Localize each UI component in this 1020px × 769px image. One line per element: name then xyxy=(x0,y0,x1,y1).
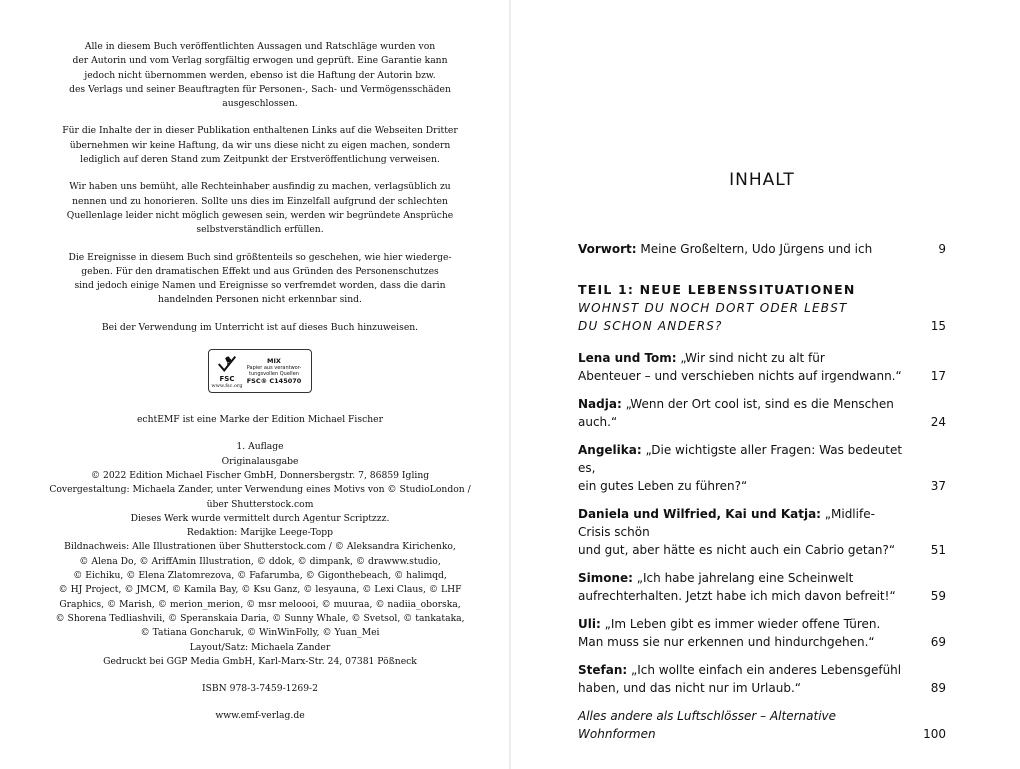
credit-line: Gedruckt bei GGP Media GmbH, Karl-Marx-Str. 24, 07381 Pößneck xyxy=(103,655,417,667)
toc-part-1[interactable] xyxy=(578,281,946,335)
publisher-website[interactable]: www.emf-verlag.de xyxy=(215,710,305,722)
toc-page-number: 37 xyxy=(930,479,946,493)
toc-page-number: 89 xyxy=(930,681,946,695)
toc-entry-text xyxy=(578,441,906,495)
toc-entry-title: „Wenn der Ort cool ist, sind es die Menschen auch.“ xyxy=(578,397,894,429)
toc-entry-title: „Ich wollte einfach ein anderes Lebensgefühl xyxy=(627,663,902,677)
text-line: übernehmen wir keine Haftung, da wir uns diese nicht zu eigen machen, sondern xyxy=(69,139,451,151)
credits-block xyxy=(40,440,480,669)
toc-entry-text xyxy=(578,661,906,697)
text-line: nennen und zu honorieren. Sollte uns dies im Einzelfall aufgrund der schlechten xyxy=(72,195,448,207)
toc-entry-text xyxy=(578,349,906,385)
text-line: ausgeschlossen. xyxy=(222,98,298,110)
text-line: jedoch nicht übernommen werden, ebenso ist die Haftung der Autorin bzw. xyxy=(84,69,436,81)
toc-entry-title-cont: ein gutes Leben zu führen?“ xyxy=(578,479,748,493)
toc-entry-vorwort[interactable] xyxy=(578,240,946,258)
fsc-mix: MIX xyxy=(267,357,281,366)
toc-entry-text xyxy=(578,505,906,559)
toc-entry-title-cont: Man muss sie nur erkennen und hindurchgehen.“ xyxy=(578,635,875,649)
text-line: Die Ereignisse in diesem Buch sind größtenteils so geschehen, wie hier wiederge- xyxy=(68,251,452,263)
toc-entry-title: „Ich habe jahrelang eine Scheinwelt xyxy=(632,571,854,585)
fsc-tree-checkmark-icon xyxy=(215,353,239,375)
fsc-code: FSC® C145070 xyxy=(246,377,302,386)
fsc-abbreviation: FSC xyxy=(219,375,235,384)
toc-entry-text xyxy=(578,395,906,431)
isbn: ISBN 978-3-7459-1269-2 xyxy=(201,683,319,695)
credit-line: Dieses Werk wurde vermittelt durch Agentur Scriptzzz. xyxy=(130,512,390,524)
toc-page-number: 59 xyxy=(930,589,946,603)
toc-page-number: 69 xyxy=(930,635,946,649)
fsc-text xyxy=(241,357,307,385)
toc-entry-name: Lena und Tom: xyxy=(578,351,677,365)
fsc-line-2: tungsvollen Quellen xyxy=(249,371,299,378)
credit-line: © Alena Do, © AriffAmin Illustration, © ddok, © dimpank, © drawww.studio, xyxy=(79,555,441,567)
credit-line: © HJ Project, © JMCM, © Kamila Bay, © Ksu Ganz, © lesyauna, © Lexi Claus, © LHF xyxy=(58,584,462,596)
text-line: handelnden Personen nicht erkennbar sind. xyxy=(158,294,362,306)
toc-entry[interactable] xyxy=(578,349,946,385)
fsc-line-1: Papier aus verantwor- xyxy=(246,365,302,372)
toc-part-text xyxy=(578,281,906,335)
text-line: der Autorin und vom Verlag sorgfältig erwogen und geprüft. Eine Garantie kann xyxy=(72,55,448,67)
toc-page-number: 17 xyxy=(930,369,946,383)
disclaimer-events xyxy=(40,251,480,308)
toc-entry-name: Simone: xyxy=(578,571,633,585)
credit-line: © Tatiana Goncharuk, © WinWinFolly, © Yuan_Mei xyxy=(140,627,380,639)
toc-entry[interactable] xyxy=(578,569,946,605)
fsc-url: www.fsc.org xyxy=(211,383,243,390)
credit-line: © 2022 Edition Michael Fischer GmbH, Donnersbergstr. 7, 86859 Igling xyxy=(90,469,430,481)
fsc-logo xyxy=(213,353,241,389)
credit-line: Redaktion: Marijke Leege-Topp xyxy=(186,527,334,539)
page-gutter xyxy=(509,0,511,769)
toc-entry-text xyxy=(578,240,906,258)
toc-entry-title: „Wir sind nicht zu alt für xyxy=(676,351,825,365)
text-line: Für die Inhalte der in dieser Publikation enthaltenen Links auf die Webseiten Dritter xyxy=(62,125,458,137)
toc-page-number: 15 xyxy=(930,319,946,333)
credit-line: 1. Auflage xyxy=(236,441,284,453)
toc-entry-closing[interactable] xyxy=(578,707,946,743)
toc-title: INHALT xyxy=(729,170,795,190)
credit-line: Layout/Satz: Michaela Zander xyxy=(189,641,331,653)
credit-line: Covergestaltung: Michaela Zander, unter Verwendung eines Motivs von © StudioLondon / xyxy=(49,484,471,496)
toc-entry[interactable] xyxy=(578,395,946,431)
brand-line: echtEMF ist eine Marke der Edition Michael Fischer xyxy=(137,414,383,426)
toc-entry-title: „Die wichtigste aller Fragen: Was bedeutet es, xyxy=(578,443,903,475)
toc-entry-text xyxy=(578,569,906,605)
toc-entry-name: Angelika: xyxy=(578,443,642,457)
disclaimer-links xyxy=(40,124,480,167)
toc-page xyxy=(578,170,946,743)
imprint-page xyxy=(40,40,480,740)
disclaimer-liability xyxy=(40,40,480,111)
toc-entry-name: Uli: xyxy=(578,617,601,631)
toc-page-number: 9 xyxy=(938,242,946,256)
text-line: des Verlags und seiner Beauftragten für Personen-, Sach- und Vermögensschäden xyxy=(69,83,451,95)
part-label: TEIL 1: NEUE LEBENSSITUATIONEN xyxy=(578,282,856,297)
toc-page-number: 100 xyxy=(923,727,946,741)
toc-entry-name: Daniela und Wilfried, Kai und Katja: xyxy=(578,507,821,521)
toc-entry-title: Meine Großeltern, Udo Jürgens und ich xyxy=(636,242,873,256)
text-line: lediglich auf deren Stand zum Zeitpunkt der Erstveröffentlichung verweisen. xyxy=(80,154,440,166)
text-line: selbstverständlich erfüllen. xyxy=(196,224,324,236)
disclaimer-rights xyxy=(40,180,480,237)
credit-line: © Eichiku, © Elena Zlatomrezova, © Fafarumba, © Gigonthebeach, © halimqd, xyxy=(73,570,447,582)
toc-entry-title: „Midlife-Crisis schön xyxy=(578,507,875,539)
toc-entry-title-cont: aufrechterhalten. Jetzt habe ich mich davon befreit!“ xyxy=(578,589,896,603)
disclaimer-teaching: Bei der Verwendung im Unterricht ist auf dieses Buch hinzuweisen. xyxy=(101,321,419,333)
toc-page-number: 51 xyxy=(930,543,946,557)
part-subtitle-1: WOHNST DU NOCH DORT ODER LEBST xyxy=(578,301,848,315)
toc-entry[interactable] xyxy=(578,615,946,651)
toc-page-number: 24 xyxy=(930,415,946,429)
credit-line: Graphics, © Marish, © merion_merion, © msr meloooi, © muuraa, © nadiia_oborska, xyxy=(59,598,461,610)
toc-entry-name: Nadja: xyxy=(578,397,622,411)
text-line: geben. Für den dramatischen Effekt und aus Gründen des Personenschutzes xyxy=(81,265,439,277)
text-line: Quellenlage leider nicht möglich gewesen sein, werden wir begründete Ansprüche xyxy=(66,209,454,221)
toc-entry-title: „Im Leben gibt es immer wieder offene Türen. xyxy=(600,617,881,631)
toc-entry[interactable] xyxy=(578,505,946,559)
fsc-label xyxy=(208,349,312,393)
text-line: Wir haben uns bemüht, alle Rechteinhaber ausfindig zu machen, verlagsüblich zu xyxy=(69,181,451,193)
credit-line: Originalausgabe xyxy=(221,455,299,467)
toc-entry-title-cont: und gut, aber hätte es nicht auch ein Cabrio getan?“ xyxy=(578,543,896,557)
toc-entry-name: Stefan: xyxy=(578,663,628,677)
toc-entry-title-cont: Abenteuer – und verschieben nichts auf irgendwann.“ xyxy=(578,369,902,383)
toc-entry-text: Alles andere als Luftschlösser – Alternative Wohnformen xyxy=(578,709,837,741)
toc-entry[interactable] xyxy=(578,661,946,697)
toc-entry[interactable] xyxy=(578,441,946,495)
part-subtitle-2: DU SCHON ANDERS? xyxy=(578,319,723,333)
toc-entry-title-cont: haben, und das nicht nur im Urlaub.“ xyxy=(578,681,801,695)
text-line: sind jedoch einige Namen und Ereignisse so verfremdet worden, dass die darin xyxy=(74,280,446,292)
credit-line: Bildnachweis: Alle Illustrationen über Shutterstock.com / © Aleksandra Kirichenko, xyxy=(64,541,456,553)
credit-line: über Shutterstock.com xyxy=(206,498,314,510)
toc-entry-name: Vorwort: xyxy=(578,242,637,256)
credit-line: © Shorena Tedliashvili, © Speranskaia Daria, © Sunny Whale, © Svetsol, © tankataka, xyxy=(55,612,465,624)
toc-entry-text xyxy=(578,615,906,651)
text-line: Alle in diesem Buch veröffentlichten Aussagen und Ratschläge wurden von xyxy=(84,41,436,52)
